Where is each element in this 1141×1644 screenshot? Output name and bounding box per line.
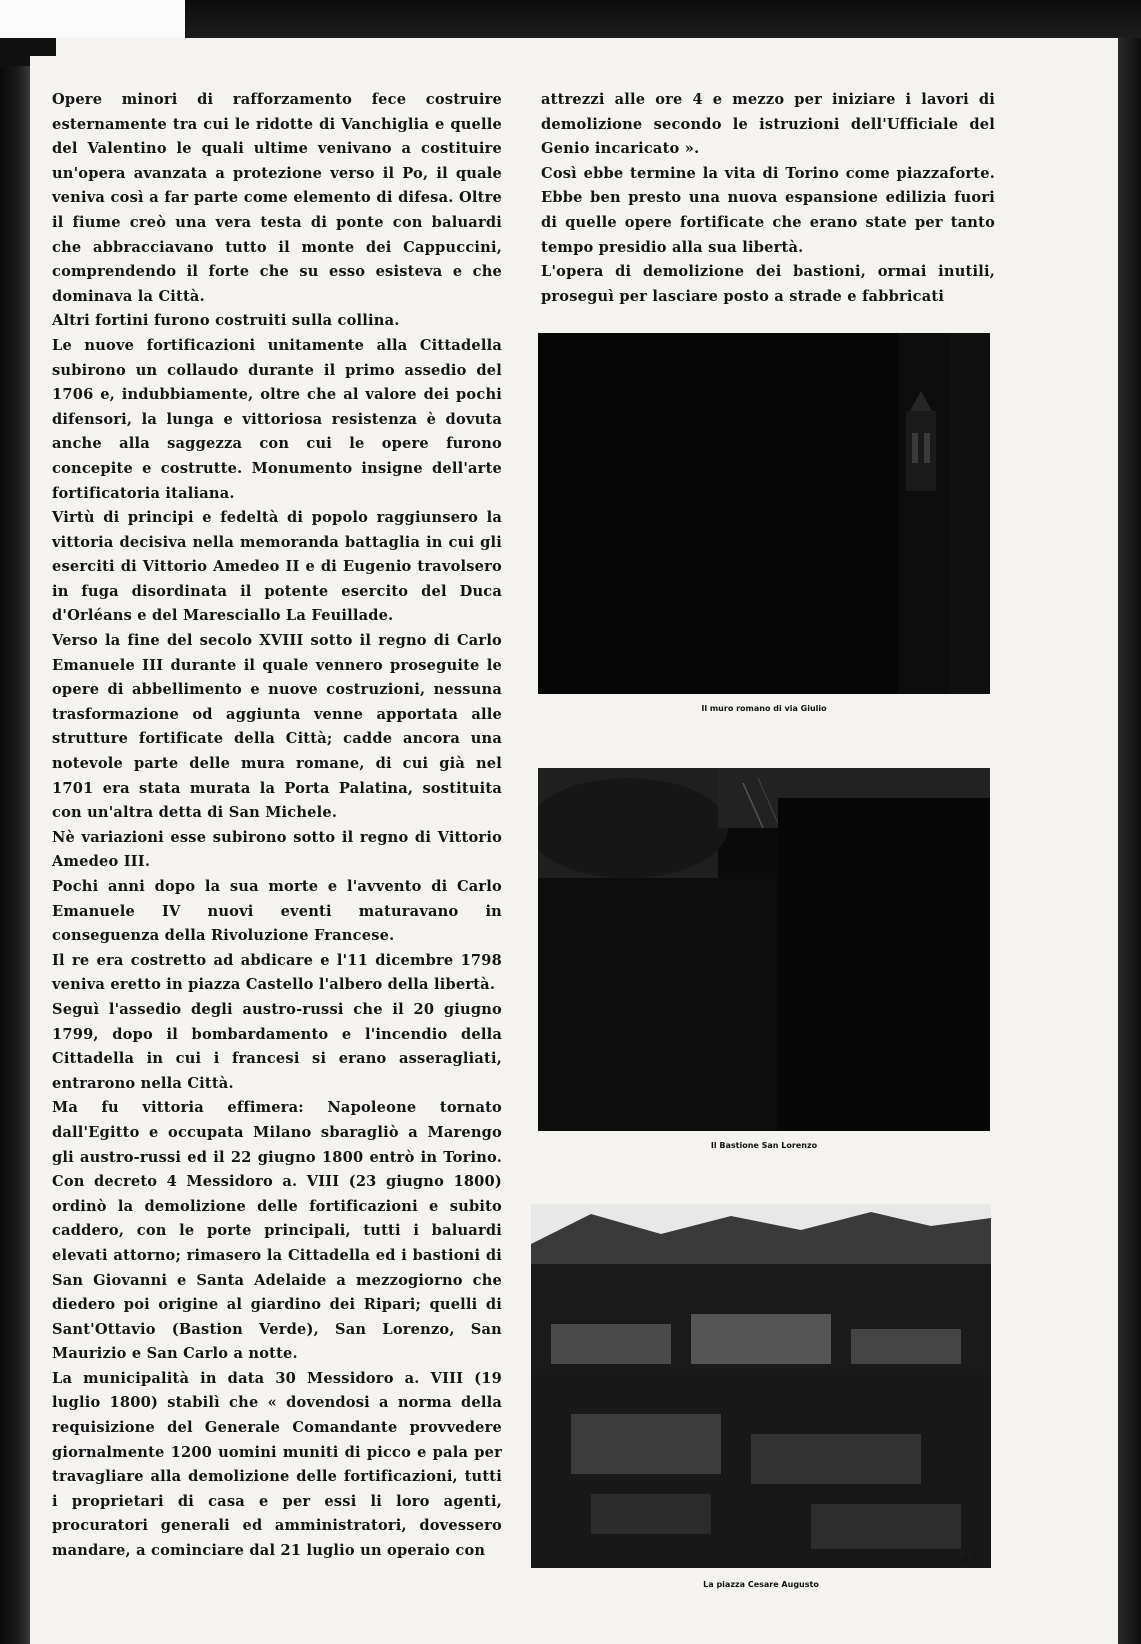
paragraph: La municipalità in data 30 Messidoro a. VIII (19 luglio 1800) stabilì che « dovendosi a norma della requisizione del Generale Comandante provvedere giornalmente 1200 uomini muniti di picco e pala per travagliare alla demolizione delle fortificazioni, tutti i proprietari di casa e per essi li loro agenti, procuratori generali ed amministratori, dovessero mandare, a cominciare dal 21 luglio un operaio con — [52, 1369, 502, 1560]
photo-caption: La piazza Cesare Augusto — [703, 1580, 819, 1589]
paragraph: Nè variazioni esse subirono sotto il regno di Vittorio Amedeo III. — [52, 828, 502, 871]
paragraph: Seguì l'assedio degli austro-russi che il 20 giugno 1799, dopo il bombardamento e l'incendio della Cittadella in cui i francesi si erano asseragliati, entrarono nella Città. — [52, 1000, 502, 1092]
text-column-right — [541, 88, 995, 309]
photo-caption: Il Bastione San Lorenzo — [710, 1141, 818, 1150]
paragraph: Pochi anni dopo la sua morte e l'avvento di Carlo Emanuele IV nuovi eventi maturavano in conseguenza della Rivoluzione Francese. — [52, 878, 502, 945]
photo-caption: Il muro romano di via Giulio — [701, 704, 827, 713]
photo-roman-wall — [538, 333, 990, 694]
photo-bastion-san-lorenzo — [538, 768, 990, 1131]
paragraph: Altri fortini furono costruiti sulla collina. — [52, 312, 400, 330]
scan-border-left — [0, 38, 30, 1644]
scan-border-right — [1118, 38, 1141, 1644]
paragraph: attrezzi alle ore 4 e mezzo per iniziare i lavori di demolizione secondo le istruzioni dell'Ufficiale del Genio incaricato ». — [541, 91, 995, 158]
paragraph: Verso la fine del secolo XVIII sotto il regno di Carlo Emanuele III durante il quale vennero proseguite le opere di abbellimento e nuove costruzioni, nessuna trasformazione od aggiunta venne apportata alle strutture fortificate della Città; cadde ancora una notevole parte delle mura romane, di cui già nel 1701 era stata murata la Porta Palatina, sostituita con un'altra detta di San Michele. — [52, 632, 502, 822]
paragraph: Virtù di principi e fedeltà di popolo raggiunsero la vittoria decisiva nella memoranda battaglia in cui gli eserciti di Vittorio Amedeo II e di Eugenio travolsero in fuga disordinata il potente esercito del Duca d'Orléans e del Maresciallo La Feuillade. — [52, 509, 502, 625]
page-number: 47 — [962, 1553, 978, 1566]
scan-border-top-light — [0, 0, 185, 38]
paragraph: Così ebbe termine la vita di Torino come piazzaforte. Ebbe ben presto una nuova espansione edilizia fuori di quelle opere fortificate che erano state per tanto tempo presidio alla sua libertà. — [541, 164, 995, 256]
paragraph: Il re era costretto ad abdicare e l'11 dicembre 1798 veniva eretto in piazza Castello l'albero della libertà. — [52, 951, 502, 994]
text-column-left — [52, 88, 502, 1564]
paragraph: Ma fu vittoria effimera: Napoleone tornato dall'Egitto e occupata Milano sbaragliò a Marengo gli austro-russi ed il 22 giugno 1800 entrò in Torino. Con decreto 4 Messidoro a. VIII (23 giugno 1800) ordinò la demolizione delle fortificazioni e subito caddero, con le porte principali, tutti i baluardi elevati attorno; rimasero la Cittadella ed i bastioni di San Giovanni e Santa Adelaide a mezzogiorno che diedero poi origine al giardino dei Ripari; quelli di Sant'Ottavio (Bastion Verde), San Lorenzo, San Maurizio e San Carlo a notte. — [52, 1099, 502, 1363]
paragraph: L'opera di demolizione dei bastioni, ormai inutili, proseguì per lasciare posto a strade e fabbricati — [541, 263, 995, 305]
photo-piazza-cesare-augusto — [531, 1204, 991, 1568]
paragraph: Opere minori di rafforzamento fece costruire esternamente tra cui le ridotte di Vanchiglia e quelle del Valentino le quali ultime venivano a costituire un'opera avanzata a protezione verso il Po, il quale veniva così a far parte come elemento di difesa. Oltre il fiume creò una vera testa di ponte con baluardi che abbracciavano tutto il monte dei Cappuccini, comprendendo il forte che su esso esisteva e che dominava la Città. — [52, 91, 502, 305]
paragraph: Le nuove fortificazioni unitamente alla Cittadella subirono un collaudo durante il primo assedio del 1706 e, indubbiamente, oltre che al valore dei pochi difensori, la lunga e vittoriosa resistenza è dovuta anche alla saggezza con cui le opere furono concepite e costrutte. Monumento insigne dell'arte fortificatoria italiana. — [52, 336, 502, 502]
